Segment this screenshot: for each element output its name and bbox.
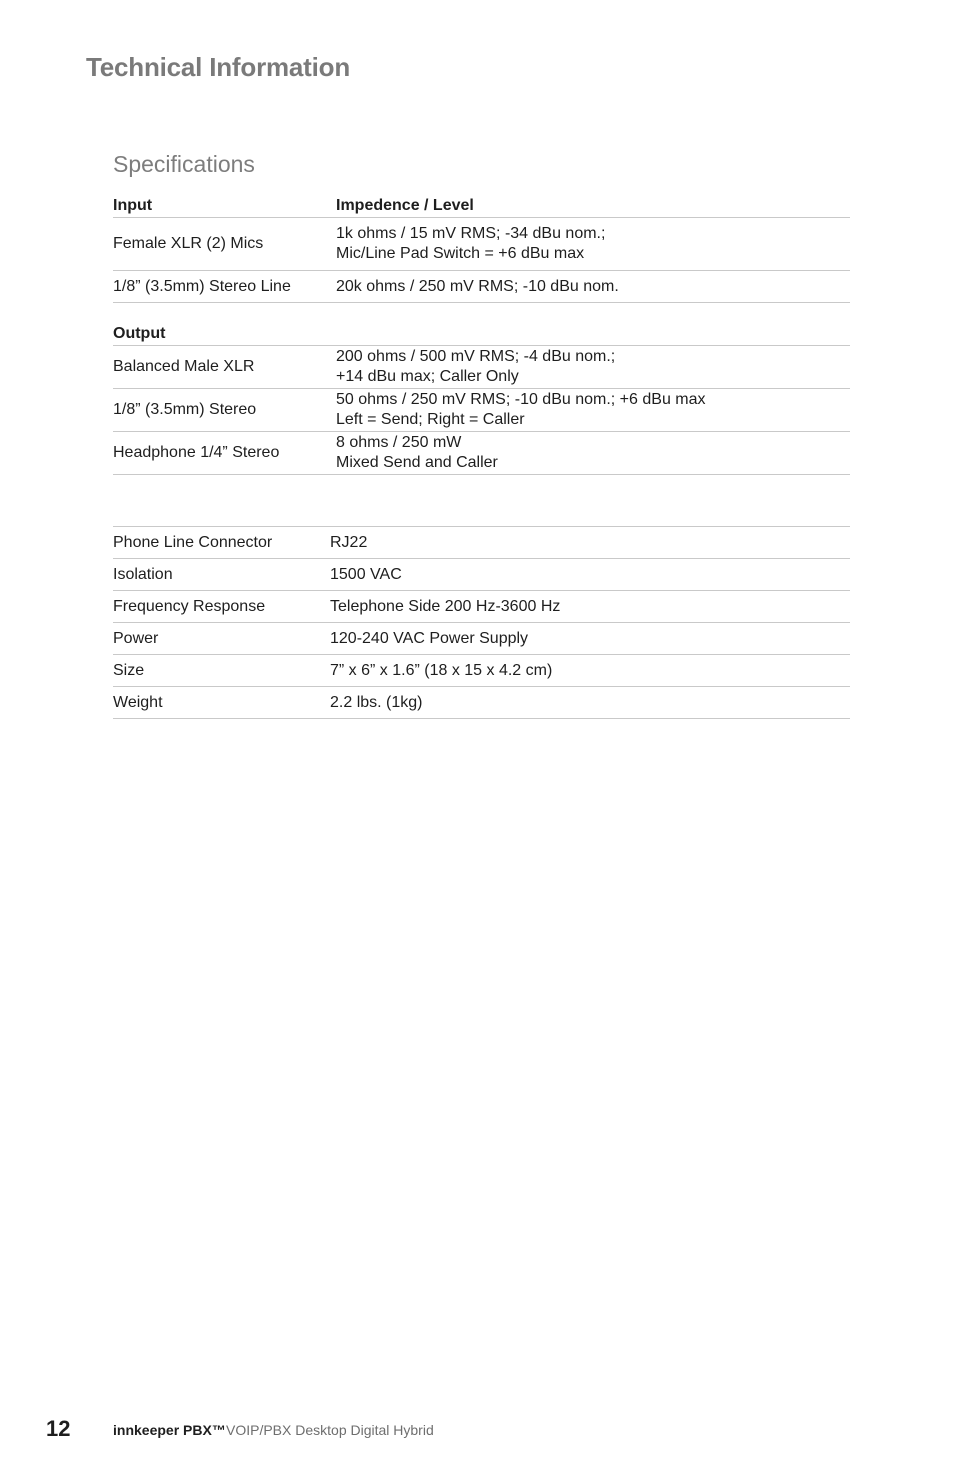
row-value: RJ22 <box>330 527 850 559</box>
table-row <box>113 559 850 591</box>
table-row <box>113 271 850 303</box>
row-value: Telephone Side 200 Hz-3600 Hz <box>330 591 850 623</box>
table-row <box>113 623 850 655</box>
input-column-header: Input <box>113 191 336 218</box>
row-value: 1500 VAC <box>330 559 850 591</box>
row-value: 8 ohms / 250 mW Mixed Send and Caller <box>336 431 850 474</box>
general-spec-table <box>113 526 850 719</box>
table-row <box>113 527 850 559</box>
page-number: 12 <box>46 1416 71 1441</box>
row-value: 7” x 6” x 1.6” (18 x 15 x 4.2 cm) <box>330 655 850 687</box>
row-value: 50 ohms / 250 mV RMS; -10 dBu nom.; +6 dBu max Left = Send; Right = Caller <box>336 388 850 431</box>
row-label: Power <box>113 623 330 655</box>
input-header-row <box>113 191 850 218</box>
output-section-header: Output <box>113 315 336 345</box>
row-label: Phone Line Connector <box>113 527 330 559</box>
row-value: 2.2 lbs. (1kg) <box>330 687 850 719</box>
table-row <box>113 687 850 719</box>
level-column-header: Impedence / Level <box>336 191 850 218</box>
footer-product-description: VOIP/PBX Desktop Digital Hybrid <box>226 1422 434 1438</box>
row-label: Balanced Male XLR <box>113 345 336 388</box>
footer-product-name: innkeeper PBX™ <box>113 1422 226 1438</box>
output-header-row <box>113 315 850 345</box>
row-label: Isolation <box>113 559 330 591</box>
table-row <box>113 218 850 271</box>
row-value: 1k ohms / 15 mV RMS; -34 dBu nom.; Mic/Line Pad Switch = +6 dBu max <box>336 218 850 271</box>
table-row <box>113 655 850 687</box>
table-row <box>113 431 850 474</box>
table-row <box>113 345 850 388</box>
row-label: Female XLR (2) Mics <box>113 218 336 271</box>
row-label: Headphone 1/4” Stereo <box>113 431 336 474</box>
row-label: Weight <box>113 687 330 719</box>
input-output-spec-table <box>113 191 850 475</box>
page-title: Technical Information <box>86 52 351 82</box>
page-footer <box>0 1416 954 1446</box>
table-row <box>113 388 850 431</box>
section-heading-specifications: Specifications <box>113 151 255 177</box>
row-label: Size <box>113 655 330 687</box>
row-label: 1/8” (3.5mm) Stereo <box>113 388 336 431</box>
row-value: 20k ohms / 250 mV RMS; -10 dBu nom. <box>336 271 850 303</box>
row-value: 120-240 VAC Power Supply <box>330 623 850 655</box>
row-value: 200 ohms / 500 mV RMS; -4 dBu nom.; +14 dBu max; Caller Only <box>336 345 850 388</box>
row-label: 1/8” (3.5mm) Stereo Line <box>113 271 336 303</box>
row-label: Frequency Response <box>113 591 330 623</box>
table-row <box>113 591 850 623</box>
